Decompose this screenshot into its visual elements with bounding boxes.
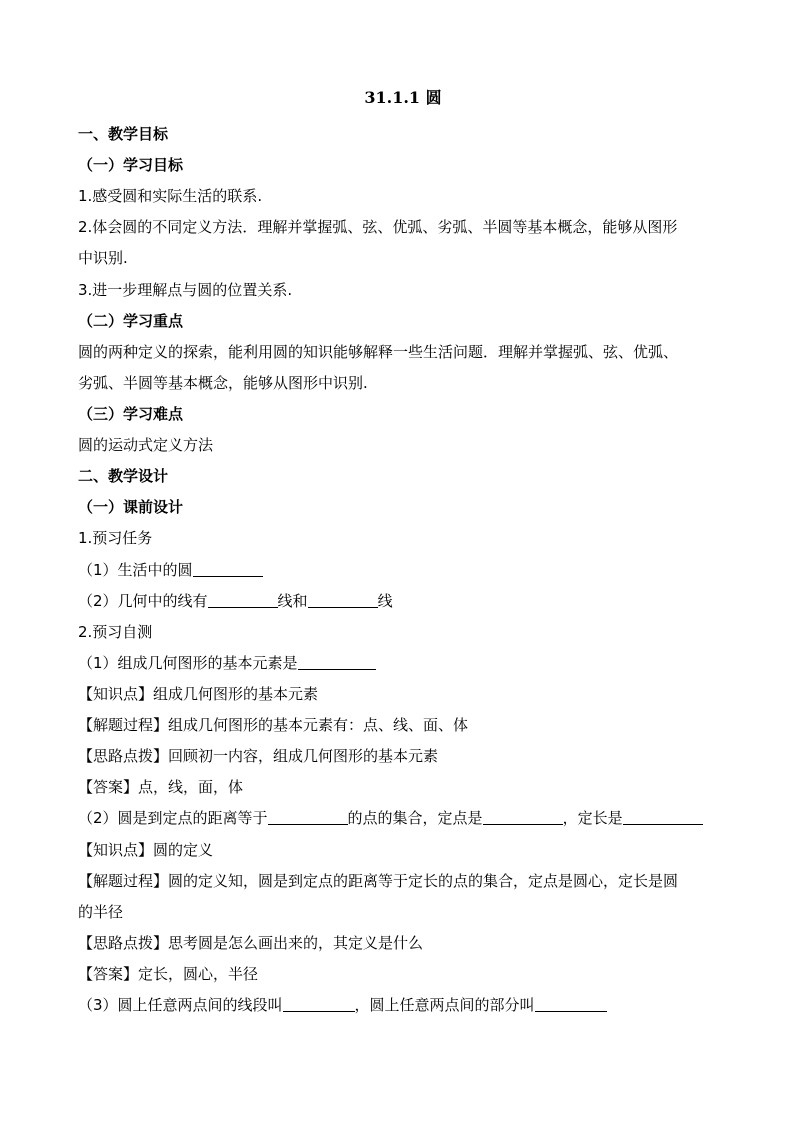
section-heading-teaching-design: 二、教学设计 bbox=[78, 467, 169, 485]
document-title: 31.1.1 圆 bbox=[364, 88, 442, 107]
q1-solution: 【解题过程】组成几何图形的基本元素有：点、线、面、体 bbox=[78, 716, 469, 734]
subheading-difficulties: （三）学习难点 bbox=[78, 405, 184, 423]
goal-item-1: 1.感受圆和实际生活的联系. bbox=[78, 187, 263, 205]
goal-item-3: 3.进一步理解点与圆的位置关系. bbox=[78, 281, 293, 299]
goal-item-2: 2.体会圆的不同定义方法．理解并掌握弧、弦、优弧、劣弧、半圆等基本概念，能够从图形 bbox=[78, 218, 678, 236]
preview-task-2 bbox=[78, 591, 393, 611]
answer-blank bbox=[483, 810, 563, 825]
self-test-q2 bbox=[78, 808, 703, 828]
section-heading-teaching-goals: 一、教学目标 bbox=[78, 125, 169, 143]
preview-task-1 bbox=[78, 560, 263, 580]
subheading-learning-goals: （一）学习目标 bbox=[78, 156, 184, 174]
preview-task-1-text: （1）生活中的圆 bbox=[78, 561, 193, 579]
subheading-pre-class-design: （一）课前设计 bbox=[78, 498, 184, 516]
subheading-key-points: （二）学习重点 bbox=[78, 312, 184, 330]
answer-blank bbox=[308, 593, 378, 608]
self-test-q2-text-b: 的点的集合，定点是 bbox=[347, 809, 483, 827]
preview-task-2-text-b: 线和 bbox=[277, 592, 308, 610]
self-test-q2-text-a: （2）圆是到定点的距离等于 bbox=[78, 809, 268, 827]
answer-blank bbox=[298, 655, 376, 670]
q2-hint: 【思路点拨】思考圆是怎么画出来的，其定义是什么 bbox=[78, 934, 424, 952]
q2-solution-cont: 的半径 bbox=[78, 903, 124, 921]
difficulties-text: 圆的运动式定义方法 bbox=[78, 436, 214, 454]
q2-knowledge-point: 【知识点】圆的定义 bbox=[78, 841, 214, 859]
self-test-q3 bbox=[78, 995, 607, 1015]
preview-task-heading: 1.预习任务 bbox=[78, 529, 153, 547]
answer-blank bbox=[193, 562, 263, 577]
self-test-heading: 2.预习自测 bbox=[78, 623, 153, 641]
key-points-text: 圆的两种定义的探索，能利用圆的知识能够解释一些生活问题．理解并掌握弧、弦、优弧、 bbox=[78, 343, 679, 361]
answer-blank bbox=[208, 593, 278, 608]
self-test-q3-text-a: （3）圆上任意两点间的线段叫 bbox=[78, 996, 283, 1014]
preview-task-2-text-a: （2）几何中的线有 bbox=[78, 592, 208, 610]
q1-hint: 【思路点拨】回顾初一内容，组成几何图形的基本元素 bbox=[78, 747, 439, 765]
preview-task-2-text-c: 线 bbox=[377, 592, 393, 610]
self-test-q2-text-c: ，定长是 bbox=[562, 809, 623, 827]
goal-item-2-cont: 中识别. bbox=[78, 249, 128, 267]
answer-blank bbox=[535, 997, 607, 1012]
self-test-q1 bbox=[78, 653, 376, 673]
q1-answer: 【答案】点，线，面，体 bbox=[78, 778, 244, 796]
key-points-text-cont: 劣弧、半圆等基本概念，能够从图形中识别. bbox=[78, 374, 368, 392]
q2-answer: 【答案】定长，圆心，半径 bbox=[78, 965, 259, 983]
q1-knowledge-point: 【知识点】组成几何图形的基本元素 bbox=[78, 685, 319, 703]
self-test-q3-text-b: ，圆上任意两点间的部分叫 bbox=[354, 996, 535, 1014]
answer-blank bbox=[623, 810, 703, 825]
answer-blank bbox=[268, 810, 348, 825]
self-test-q1-text: （1）组成几何图形的基本元素是 bbox=[78, 654, 298, 672]
q2-solution: 【解题过程】圆的定义知，圆是到定点的距离等于定长的点的集合，定点是圆心，定长是圆 bbox=[78, 872, 679, 890]
answer-blank bbox=[283, 997, 355, 1012]
